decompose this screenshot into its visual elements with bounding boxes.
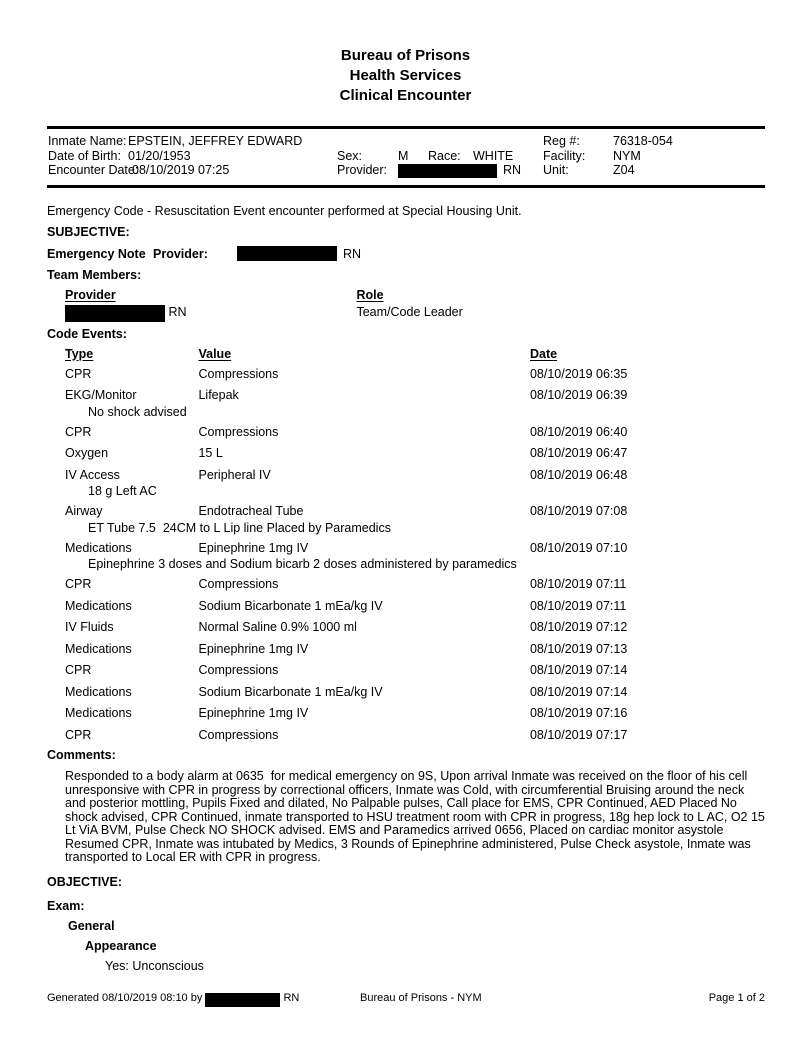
footer-author-credential: RN (283, 992, 300, 1004)
team-member-role-cell: Team/Code Leader (356, 304, 463, 319)
team-members-heading: Team Members: (47, 267, 142, 282)
code-event-date: 08/10/2019 07:17 (529, 727, 628, 742)
code-events-rows (65, 367, 811, 742)
code-event-type: Medications (65, 598, 132, 613)
exam-general-label: General (68, 918, 115, 933)
comments-paragraph: Responded to a body alarm at 0635 for medical emergency on 9S, Upon arrival Inmate was received on the floor of his cell unresponsive with CPR in progress by correctional officers, Inmate was Cold, with circumferential Bruising around the neck and posterior mottling, Pupils Fixed and dilated, No Palpable pulses, Call place for EMS, CPR Continued, AED Placed No shock advised, CPR Continued, inmate transported to HSU treatment room with CPR in progress, 18g hep lock to L AC, O2 15 Lt ViA BVM, Pulse Check NO SHOCK advised. EMS and Paramedics arrived 0656, Placed on cardiac monitor asystole Resumed CPR, Inmate was intubated by Medics, 3 Rounds of Epinephrine administered, Pulse Check asystole, Inmate was transported to Local ER with CPR in progress. (65, 769, 769, 864)
code-events-header-row (65, 347, 811, 361)
code-event-row (65, 706, 811, 720)
code-events-date-column-header: Date (529, 346, 558, 361)
facility-label: Facility: (543, 148, 586, 163)
code-event-value: Lifepak (198, 388, 239, 402)
code-event-row (65, 685, 811, 699)
document-title (0, 0, 811, 106)
team-members-table (65, 288, 811, 319)
patient-header-row-2 (47, 150, 765, 165)
code-event-value: Compressions (198, 663, 279, 677)
code-events-type-column-header: Type (65, 346, 94, 361)
exam-appearance-label: Appearance (85, 938, 157, 953)
sex-label: Sex: (337, 148, 363, 163)
code-events-table (65, 347, 811, 742)
code-event-value: Endotracheal Tube (198, 504, 304, 518)
objective-heading: OBJECTIVE: (47, 874, 123, 889)
code-event-type: Airway (65, 504, 103, 518)
code-event-type: IV Fluids (65, 620, 114, 634)
patient-header-row-1 (47, 135, 765, 150)
code-event-type: CPR (65, 366, 92, 381)
code-event-date: 08/10/2019 07:13 (529, 641, 628, 656)
date-of-birth-value: 01/20/1953 (128, 148, 191, 163)
unit-value: Z04 (613, 163, 635, 177)
code-event-value: Compressions (198, 577, 279, 591)
inmate-name-label: Inmate Name: (48, 134, 127, 148)
code-event-type: EKG/Monitor (65, 388, 137, 402)
code-event-value: Epinephrine 1mg IV (198, 540, 309, 555)
team-member-credential: RN (168, 304, 187, 319)
provider-label: Provider: (337, 163, 388, 177)
code-event-row (65, 446, 811, 460)
code-event-row (65, 425, 811, 439)
subjective-heading: SUBJECTIVE: (47, 224, 130, 239)
code-events-heading: Code Events: (47, 326, 127, 341)
inmate-name-value: EPSTEIN, JEFFREY EDWARD (128, 134, 303, 148)
race-label: Race: (428, 148, 461, 163)
team-member-provider-cell (65, 305, 353, 319)
unit-label: Unit: (543, 163, 569, 177)
title-health-services: Health Services (349, 67, 462, 84)
comments-heading: Comments: (47, 748, 116, 762)
code-event-row (65, 388, 811, 402)
date-of-birth-label: Date of Birth: (48, 148, 121, 163)
code-event-row (65, 468, 811, 482)
code-event-type: Medications (65, 706, 132, 720)
footer-generated-text: Generated 08/10/2019 08:10 by (47, 992, 203, 1004)
code-event-row (65, 620, 811, 634)
code-event-value: Peripheral IV (198, 467, 271, 482)
code-event-value: Epinephrine 1mg IV (198, 706, 309, 720)
redacted-footer-author-box (205, 993, 280, 1007)
code-event-date: 08/10/2019 07:10 (529, 540, 628, 555)
code-event-date: 08/10/2019 07:12 (529, 620, 628, 634)
code-event-date: 08/10/2019 07:16 (529, 706, 628, 720)
code-event-value: Sodium Bicarbonate 1 mEa/kg IV (198, 598, 383, 613)
emergency-note-provider-credential: RN (343, 246, 362, 261)
code-events-value-column-header: Value (198, 346, 232, 361)
code-event-type: CPR (65, 663, 92, 677)
code-event-type: Oxygen (65, 446, 109, 460)
code-event-value: Sodium Bicarbonate 1 mEa/kg IV (198, 684, 383, 699)
code-event-row (65, 367, 811, 381)
code-event-note: ET Tube 7.5 24CM to L Lip line Placed by Paramedics (88, 520, 391, 535)
footer-page-number: Page 1 of 2 (708, 992, 765, 1004)
footer-facility-text: Bureau of Prisons - NYM (360, 992, 482, 1004)
race-value: WHITE (473, 148, 514, 163)
code-event-value: Compressions (198, 366, 279, 381)
provider-credential: RN (503, 163, 522, 177)
code-event-date: 08/10/2019 06:40 (529, 424, 628, 439)
code-event-type: Medications (65, 684, 132, 699)
code-event-type: IV Access (65, 467, 120, 482)
redacted-provider-name-box (398, 164, 497, 178)
code-event-row (65, 577, 811, 591)
code-event-date: 08/10/2019 07:14 (529, 684, 628, 699)
code-event-date: 08/10/2019 06:39 (529, 388, 628, 402)
emergency-note-provider-label: Provider: (153, 246, 208, 261)
emergency-note-label: Emergency Note (47, 246, 146, 261)
page-footer (0, 991, 811, 1007)
team-member-row (65, 305, 811, 319)
code-event-value: Epinephrine 1mg IV (198, 641, 309, 656)
patient-header-box (47, 126, 765, 188)
facility-value: NYM (613, 148, 641, 163)
code-event-row (65, 541, 811, 555)
code-event-type: Medications (65, 540, 132, 555)
title-bureau-of-prisons: Bureau of Prisons (340, 47, 471, 64)
redacted-emergency-note-provider-box (237, 246, 337, 261)
exam-heading: Exam: (47, 898, 85, 913)
emergency-note-line (47, 246, 765, 262)
title-clinical-encounter: Clinical Encounter (339, 87, 472, 104)
code-event-date: 08/10/2019 06:48 (529, 467, 628, 482)
code-event-value: Compressions (198, 424, 279, 439)
code-event-row (65, 504, 811, 518)
code-event-date: 08/10/2019 07:14 (529, 663, 628, 677)
encounter-intro-text: Emergency Code - Resuscitation Event encounter performed at Special Housing Unit. (47, 203, 522, 218)
exam-appearance-value: Yes: Unconscious (105, 958, 204, 973)
code-event-note: Epinephrine 3 doses and Sodium bicarb 2 doses administered by paramedics (88, 557, 517, 571)
code-event-row (65, 642, 811, 656)
code-event-date: 08/10/2019 06:47 (529, 446, 628, 460)
code-event-value: 15 L (198, 446, 223, 460)
code-event-date: 08/10/2019 07:11 (529, 598, 627, 613)
code-event-type: CPR (65, 577, 92, 591)
code-event-value: Compressions (198, 727, 279, 742)
code-event-note: No shock advised (88, 404, 187, 419)
code-event-note: 18 g Left AC (88, 484, 157, 498)
encounter-date-label: Encounter Date: (48, 163, 139, 177)
team-members-header-row (65, 288, 811, 302)
code-event-row (65, 663, 811, 677)
sex-value: M (398, 148, 409, 163)
encounter-date-value: 08/10/2019 07:25 (132, 163, 230, 177)
redacted-team-member-name-box (65, 305, 165, 322)
code-event-date: 08/10/2019 07:11 (529, 577, 627, 591)
code-event-row (65, 728, 811, 742)
reg-number-value: 76318-054 (613, 134, 673, 148)
code-event-type: Medications (65, 641, 132, 656)
patient-header-row-3 (47, 164, 765, 179)
reg-number-label: Reg #: (543, 134, 580, 148)
code-event-row (65, 599, 811, 613)
code-event-type: CPR (65, 727, 92, 742)
code-event-value: Normal Saline 0.9% 1000 ml (198, 620, 357, 634)
team-role-column-header: Role (356, 287, 384, 302)
code-event-date: 08/10/2019 06:35 (529, 366, 628, 381)
team-provider-column-header: Provider (65, 287, 116, 302)
code-event-type: CPR (65, 424, 92, 439)
code-event-date: 08/10/2019 07:08 (529, 504, 628, 518)
footer-generated-line (47, 991, 299, 1005)
